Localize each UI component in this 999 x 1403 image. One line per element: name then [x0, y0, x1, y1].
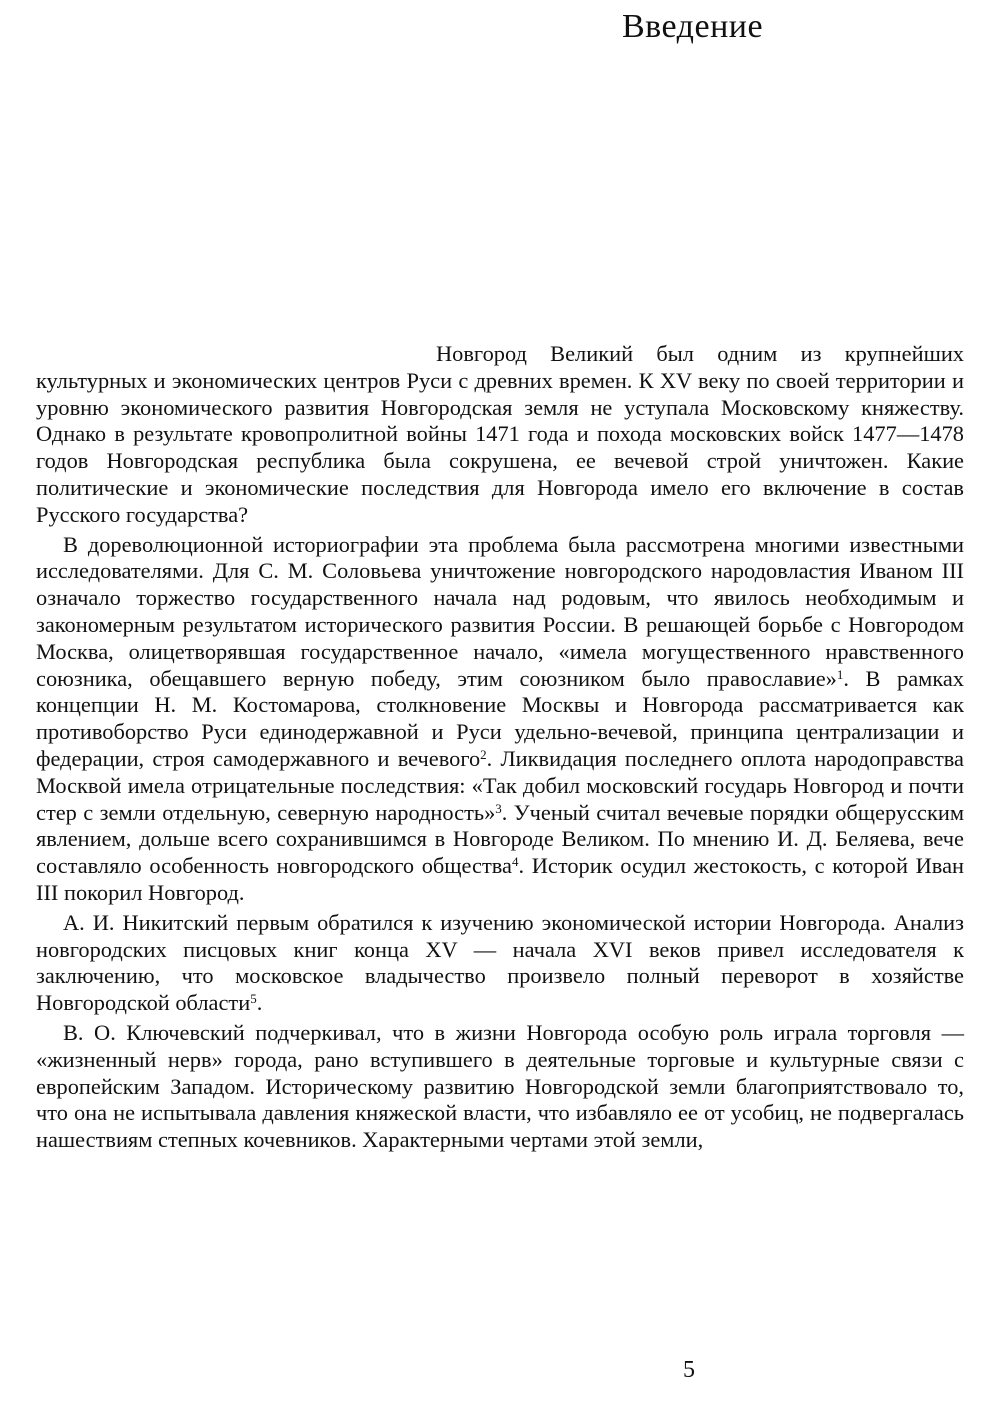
page-number: 5: [683, 1357, 695, 1383]
paragraph-text: А. И. Никитский первым обратился к изучению экономической истории Новгорода. Анализ новгородских писцовых книг конца XV — начала XVI веков привел исследователя к заключению, что московское владычество произвело полный переворот в хозяйстве Новгородской области: [36, 909, 964, 1016]
paragraph-text: В дореволюционной историографии эта проблема была рассмотрена многими известными исследователями. Для С. М. Соловьева уничтожение новгородского народовластия Иваном III означало торжество государственного начала над родовым, что явилось необходимым и закономерным результатом исторического развития России. В решающей борьбе с Новгородом Москва, олицетворявшая государственное начало, «имела могущественного нравственного союзника, обещавшего верную победу, этим союзником было православие»: [36, 531, 964, 691]
paragraph-2: [36, 532, 964, 907]
footnote-ref-5: 5: [250, 991, 257, 1007]
footnote-ref-3: 3: [495, 800, 502, 816]
paragraph-text: Новгород Великий был одним из крупнейших культурных и экономических центров Руси с древних времен. К XV веку по своей территории и уровню экономического развития Новгородская земля не уступала Московскому княжеству. Однако в результате кровопролитной войны 1471 года и похода московских войск 1477—1478 годов Новгородская республика была сокрушена, ее вечевой строй уничтожен. Какие политические и экономические последствия для Новгорода имело его включение в состав Русского государства?: [36, 341, 964, 527]
paragraph-text: . В рамках концепции Н. М. Костомарова, столкновение Москвы и Новгорода рассматривается как противоборство Руси единодержавной и Руси удельно-вечевой, принципа централизации и федерации, строя самодержавного и вечевого: [36, 665, 965, 771]
paragraph-1: [36, 341, 964, 529]
body-text: [36, 341, 964, 1154]
paragraph-3: [36, 910, 964, 1017]
paragraph-text: .: [256, 990, 263, 1016]
paragraph-text: . Ученый считал вечевые порядки общерусским явлением, дольше всего сохранившимся в Новгороде Великом. По мнению И. Д. Беляева, вече составляло особенность новгородского общества: [36, 799, 964, 879]
footnote-ref-2: 2: [480, 746, 487, 762]
paragraph-4: [36, 1020, 964, 1154]
footnote-ref-4: 4: [512, 854, 519, 870]
paragraph-text: . Историк осудил жестокость, с которой Иван III покорил Новгород.: [36, 853, 965, 905]
footnote-ref-1: 1: [836, 666, 844, 682]
paragraph-text: . Ликвидация последнего оплота народоправства Москвой имела отрицательные последствия: «Так добил московский государь Новгород и почти стер с земли отдельную, северную народность»: [36, 745, 964, 825]
chapter-title: Введение: [622, 8, 764, 45]
paragraph-text: В. О. Ключевский подчеркивал, что в жизни Новгорода особую роль играла торговля — «жизненный нерв» города, рано вступившего в деятельные торговые и культурные связи с европейским Западом. Историческому развитию Новгородской земли благоприятствовало то, что она не испытывала давления княжеской власти, что избавляло ее от усобиц, не подвергалась нашествиям степных кочевников. Характерными чертами этой земли,: [36, 1019, 964, 1153]
